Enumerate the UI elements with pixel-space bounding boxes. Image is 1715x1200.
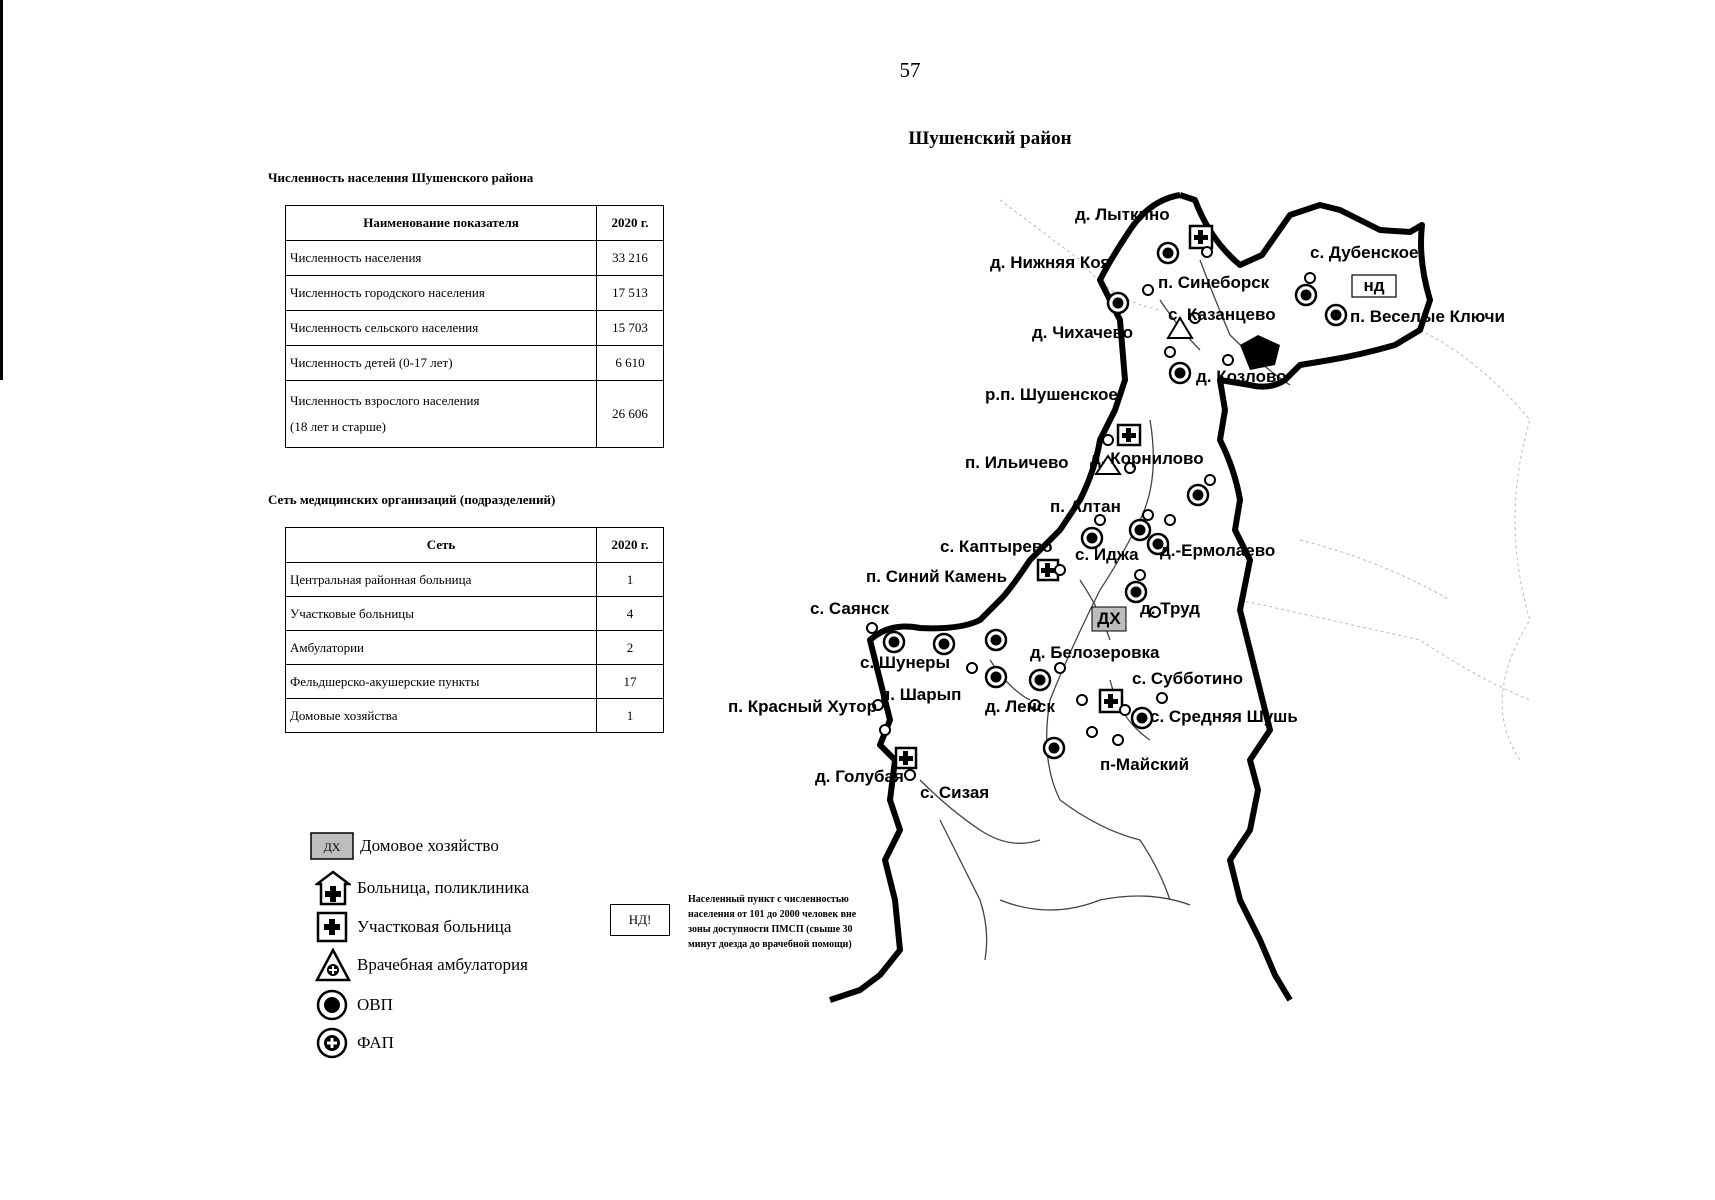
ovp-icon xyxy=(1030,670,1050,690)
place-label: п. Алтан xyxy=(1050,497,1121,516)
fap-icon xyxy=(1326,305,1346,325)
hospital-icon xyxy=(1118,425,1140,445)
district-map xyxy=(640,180,1540,1020)
district-hospital-icon xyxy=(315,910,351,944)
row-value: 17 513 xyxy=(597,276,664,311)
row-label: Численность сельского населения xyxy=(286,311,597,346)
legend-ovp xyxy=(315,988,393,1022)
row-label: Численность населения xyxy=(286,241,597,276)
population-table xyxy=(285,205,664,448)
legend-ovp-label: ОВП xyxy=(357,995,393,1014)
row-value: 2 xyxy=(597,631,664,665)
place-label: д. Лыткино xyxy=(1075,205,1170,224)
row-value: 26 606 xyxy=(597,381,664,448)
column-header-indicator: Сеть xyxy=(286,528,597,563)
place-label: п. Веселые Ключи xyxy=(1350,307,1505,326)
fap-icon xyxy=(1130,520,1150,540)
table-row xyxy=(286,665,664,699)
legend-household-label: Домовое хозяйство xyxy=(360,836,499,855)
table-row xyxy=(286,597,664,631)
row-value: 15 703 xyxy=(597,311,664,346)
row-value: 4 xyxy=(597,597,664,631)
household-icon xyxy=(310,832,354,860)
place-label: д. Чихачево xyxy=(1032,323,1134,342)
legend-district-hospital xyxy=(315,910,511,944)
row-label xyxy=(286,381,597,448)
district-hospital-icon xyxy=(1190,226,1212,248)
place-label: с. Каптырево xyxy=(940,537,1053,556)
nd-badge xyxy=(1352,275,1396,297)
nd-note-line: зоны доступности ПМСП (свыше 30 xyxy=(688,924,853,935)
nd-note-line: минут доезда до врачебной помощи) xyxy=(688,939,852,950)
nd-note-line: населения от 101 до 2000 человек вне xyxy=(688,909,857,920)
fap-icon xyxy=(986,667,1006,687)
district-title: Шушенский район xyxy=(908,128,1072,149)
table-row xyxy=(286,381,664,448)
place-label: п. Синеборск xyxy=(1158,273,1270,292)
row-label-line-1: Численность взрослого населения xyxy=(290,393,480,408)
place-label: п. Красный Хутор xyxy=(728,697,877,716)
row-label: Численность городского населения xyxy=(286,276,597,311)
legend-fap xyxy=(315,1026,394,1060)
fap-icon xyxy=(1108,293,1128,313)
place-label: д. Ленск xyxy=(985,697,1055,716)
place-label: с. Иджа xyxy=(1075,545,1139,564)
row-value: 17 xyxy=(597,665,664,699)
network-table-title: Сеть медицинских организаций (подразделений) xyxy=(268,492,556,507)
svg-text:ДХ: ДХ xyxy=(323,840,341,854)
household-icon xyxy=(1092,607,1126,631)
fap-icon xyxy=(934,634,954,654)
fap-icon xyxy=(986,630,1006,650)
fap-icon xyxy=(315,1026,351,1060)
ambulatory-icon xyxy=(315,948,351,982)
population-table-title: Численность населения Шушенского района xyxy=(268,170,534,185)
hospital-icon xyxy=(315,870,351,906)
place-label: с. Дубенское xyxy=(1310,243,1419,262)
row-value: 1 xyxy=(597,563,664,597)
place-label: д. Корнилово xyxy=(1090,449,1204,468)
row-value: 33 216 xyxy=(597,241,664,276)
legend-ambulatory-label: Врачебная амбулатория xyxy=(357,955,528,974)
table-row xyxy=(286,563,664,597)
legend-hospital-label: Больница, поликлиника xyxy=(357,878,530,897)
district-hospital-icon xyxy=(1100,690,1122,712)
place-label: с. Субботино xyxy=(1132,669,1244,688)
place-label: р.п. Шушенское xyxy=(985,385,1118,404)
network-table xyxy=(285,527,664,733)
row-label: Фельдшерско-акушерские пункты xyxy=(286,665,597,699)
column-header-year: 2020 г. xyxy=(597,206,664,241)
table-row xyxy=(286,631,664,665)
fap-icon xyxy=(1188,485,1208,505)
page-left-edge-line xyxy=(0,0,3,380)
row-label: Участковые больницы xyxy=(286,597,597,631)
fap-icon xyxy=(1132,708,1152,728)
place-label: п-Майский xyxy=(1100,755,1190,774)
place-label: с. Средняя Шушь xyxy=(1150,707,1298,726)
row-value: 1 xyxy=(597,699,664,733)
row-label: Центральная районная больница xyxy=(286,563,597,597)
place-label: п. Шарып xyxy=(880,685,962,704)
place-label: с. Казанцево xyxy=(1168,305,1276,324)
fap-icon xyxy=(1170,363,1190,383)
table-header-row xyxy=(286,528,664,563)
table-header-row xyxy=(286,206,664,241)
column-header-year: 2020 г. xyxy=(597,528,664,563)
legend-hospital xyxy=(315,870,529,906)
place-label: с. Шунеры xyxy=(860,653,951,672)
legend-ambulatory xyxy=(315,948,528,982)
place-label: д. Нижняя Коя xyxy=(990,253,1111,272)
place-label: д.-Ермолаево xyxy=(1160,541,1276,560)
column-header-indicator: Наименование показателя xyxy=(286,206,597,241)
row-value: 6 610 xyxy=(597,346,664,381)
legend-fap-label: ФАП xyxy=(357,1033,394,1052)
page-number: 57 xyxy=(899,58,921,82)
ovp-icon xyxy=(315,988,351,1022)
legend-district-hospital-label: Участковая больница xyxy=(357,917,512,936)
place-label: п. Ильичево xyxy=(965,453,1069,472)
fap-icon xyxy=(1158,243,1178,263)
place-label: п. Синий Камень xyxy=(866,567,1008,586)
fap-icon xyxy=(884,632,904,652)
table-row xyxy=(286,241,664,276)
place-label: с. Сизая xyxy=(920,783,990,802)
fap-icon xyxy=(1296,285,1316,305)
place-label: д. Козлово xyxy=(1196,367,1287,386)
row-label: Домовые хозяйства xyxy=(286,699,597,733)
table-row xyxy=(286,346,664,381)
nd-note-line: Населенный пункт с численностью xyxy=(688,894,849,905)
table-row xyxy=(286,699,664,733)
district-hospital-icon xyxy=(896,748,916,768)
table-row xyxy=(286,311,664,346)
place-label: д. Белозеровка xyxy=(1030,643,1160,662)
ovp-icon xyxy=(1044,738,1064,758)
svg-text:ДХ: ДХ xyxy=(1097,609,1121,628)
place-label: д. Голубая xyxy=(815,767,904,786)
place-label: д. Труд xyxy=(1140,599,1200,618)
nd-badge: НД! xyxy=(610,904,670,936)
row-label: Амбулатории xyxy=(286,631,597,665)
svg-text:нд: нд xyxy=(1363,276,1385,295)
row-label: Численность детей (0-17 лет) xyxy=(286,346,597,381)
table-row xyxy=(286,276,664,311)
legend-household xyxy=(310,832,499,860)
place-label: с. Саянск xyxy=(810,599,889,618)
row-label-line-2: (18 лет и старше) xyxy=(290,419,386,434)
lake-shape xyxy=(1240,335,1280,370)
